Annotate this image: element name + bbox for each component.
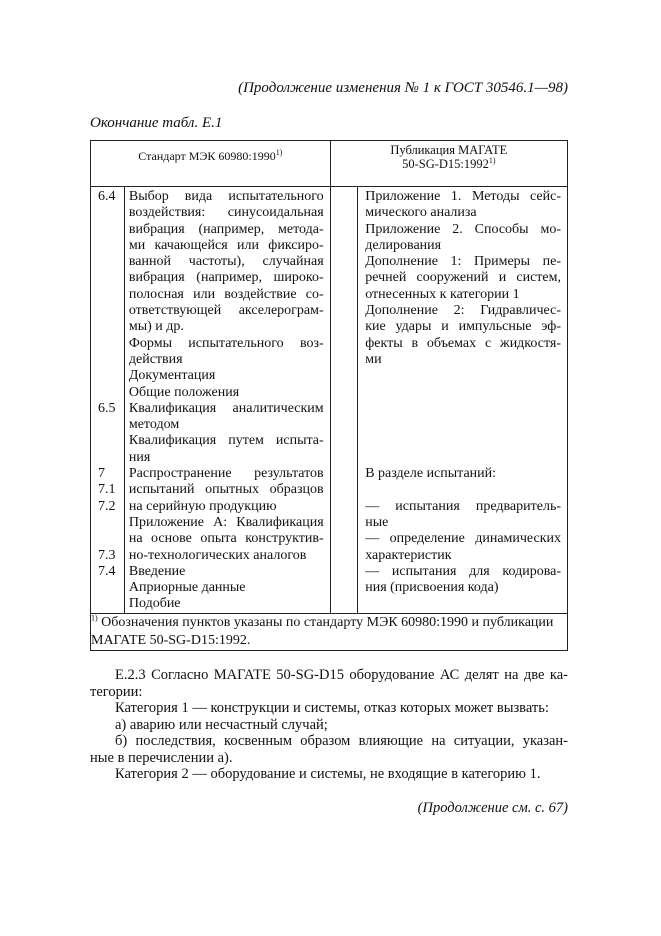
- iec-text-line: Формы испытательного воз-: [128, 335, 324, 351]
- clause-number: 6.5: [98, 400, 116, 416]
- iaea-text-line: делирования: [365, 237, 442, 253]
- iec-text-line: полосная или воздействие со-: [128, 286, 324, 302]
- iec-text-line: Выбор вида испытательного: [128, 189, 324, 204]
- clause-number: [91, 433, 124, 449]
- iec-text-line: ответствующей акселерограм-: [128, 303, 324, 319]
- iaea-header-footnote-mark: 1): [488, 155, 496, 165]
- iaea-text-line: Дополнение 1: Примеры пе-: [365, 254, 561, 270]
- iaea-header-line1: Публикация МАГАТЕ: [390, 143, 508, 157]
- iec-text-line: ми качающейся или фиксиро-: [128, 237, 324, 253]
- iaea-text-line: [365, 596, 561, 612]
- paragraph-e23-line1: Е.2.3 Согласно МАГАТЕ 50-SG-D15 оборудование АС делят на две ка-: [115, 667, 568, 683]
- iec-text-line: Подобие: [128, 596, 181, 612]
- iec-text-line: на серийную продукцию: [128, 498, 277, 514]
- iec-clause-titles: [124, 187, 330, 614]
- iec-text-line: Приложение А: Квалификация: [128, 514, 324, 530]
- clause-number: 7.3: [98, 547, 116, 563]
- iec-text-line: испытаний опытных образцов: [128, 482, 324, 498]
- clause-number: [91, 205, 124, 221]
- iec-text-line: Распространение результатов: [128, 466, 324, 482]
- iec-text-line: Квалификация аналитическим: [128, 400, 324, 416]
- iaea-text-line: мического анализа: [365, 205, 477, 221]
- clause-number: 7: [98, 466, 105, 482]
- iaea-text-line: речней сооружений и систем,: [365, 270, 561, 286]
- clause-number: [91, 596, 124, 612]
- clause-number: [91, 417, 124, 433]
- iec-text-line: Априорные данные: [128, 580, 246, 596]
- iaea-text-line: — испытания для кодирова-: [365, 563, 561, 579]
- paragraph-item-a: а) аварию или несчастный случай;: [115, 717, 328, 733]
- iaea-column-header: [330, 141, 567, 187]
- clause-number: [91, 450, 124, 466]
- iec-text-line: вибрация (например, широко-: [128, 270, 324, 286]
- iaea-text-line: [365, 482, 561, 498]
- paragraph-category2: Категория 2 — оборудование и системы, не входящие в категорию 1.: [115, 766, 541, 782]
- iec-text-line: вибрация (например, метода-: [128, 221, 324, 237]
- paragraph-e23-line2: тегории:: [90, 683, 143, 700]
- clause-number: 7.1: [98, 482, 116, 498]
- iaea-text-line: [365, 450, 561, 466]
- clause-number: [91, 254, 124, 270]
- table-body-row: [91, 187, 568, 614]
- clause-number: [91, 352, 124, 368]
- iec-header-text: Стандарт МЭК 60980:1990: [138, 149, 276, 163]
- clause-number: [91, 287, 124, 303]
- iaea-text-line: [365, 433, 561, 449]
- iaea-clause-titles: [358, 187, 568, 614]
- iaea-text-line: — определение динамических: [365, 531, 561, 547]
- iec-header-footnote-mark: 1): [275, 148, 283, 157]
- iaea-text-line: [365, 417, 561, 433]
- clause-number: 7.4: [98, 563, 116, 579]
- paragraph-item-b: [90, 733, 568, 766]
- table-footnote: [91, 613, 568, 650]
- footnote-text: Обозначения пунктов указаны по стандарту МЭК 60980:1990 и публикации МАГАТЕ 50-SG-D15:1992.: [91, 614, 554, 648]
- iec-text-line: мы) и др.: [128, 319, 184, 335]
- table-caption: Окончание табл. Е.1: [90, 115, 223, 131]
- iec-clause-numbers: [91, 187, 125, 614]
- footnote-mark: 1): [91, 613, 98, 623]
- clause-number: [91, 270, 124, 286]
- comparison-table: [90, 140, 568, 651]
- clause-number: [91, 515, 124, 531]
- iaea-text-line: Приложение 2. Способы мо-: [365, 221, 561, 237]
- paragraph-item-b-line1: б) последствия, косвенным образом влияющие на ситуации, указан-: [115, 733, 568, 749]
- iec-text-line: Введение: [128, 563, 186, 579]
- clause-number: [91, 580, 124, 596]
- iaea-text-line: ми: [365, 351, 382, 367]
- iaea-clause-numbers: [330, 187, 358, 614]
- iec-text-line: но-технологических аналогов: [128, 547, 307, 563]
- iec-text-line: на основе опыта конструктив-: [128, 531, 324, 547]
- iec-text-line: ванной частоты), случайная: [128, 254, 324, 270]
- iaea-text-line: характеристик: [365, 547, 452, 563]
- clause-number: [91, 303, 124, 319]
- page-footer: (Продолжение см. с. 67): [417, 800, 568, 816]
- paragraph-category1: Категория 1 — конструкции и системы, отказ которых может вызвать:: [115, 700, 549, 716]
- iaea-text-line: [365, 401, 561, 417]
- clause-number: 6.4: [98, 189, 116, 204]
- iaea-text-line: В разделе испытаний:: [365, 466, 497, 482]
- iaea-text-line: фекты в объемах с жидкостя-: [365, 335, 561, 351]
- iaea-text-line: ные: [365, 514, 389, 530]
- iaea-text-line: отнесенных к категории 1: [365, 286, 520, 302]
- clause-number: [91, 531, 124, 547]
- iec-text-line: Квалификация путем испыта-: [128, 433, 324, 449]
- clause-number: [91, 385, 124, 401]
- table-header-row: [91, 141, 568, 187]
- iaea-header-line2: 50-SG-D15:1992$^{1)}$: [402, 155, 496, 171]
- iaea-text-line: ния (присвоения кода): [365, 580, 499, 596]
- iaea-text-line: Приложение 1. Методы сейс-: [365, 189, 561, 204]
- iaea-text-line: — испытания предваритель-: [365, 498, 561, 514]
- iec-text-line: Документация: [128, 368, 216, 384]
- iaea-text-line: Дополнение 2: Гидравличес-: [365, 303, 561, 319]
- iaea-text-line: [365, 385, 561, 401]
- table-footnote-row: [91, 613, 568, 650]
- paragraph-e23: [90, 667, 568, 700]
- iaea-text-line: кие удары и импульсные эф-: [365, 319, 561, 335]
- page-header: (Продолжение изменения № 1 к ГОСТ 30546.1—98): [238, 80, 568, 96]
- clause-number: [91, 238, 124, 254]
- iaea-text-line: [365, 368, 561, 384]
- iec-text-line: действия: [128, 351, 183, 367]
- iec-text-line: методом: [128, 417, 180, 433]
- clause-number: 7.2: [98, 498, 116, 514]
- clause-number: [91, 319, 124, 335]
- paragraph-item-b-line2: ные в перечислении а).: [90, 749, 233, 766]
- clause-number: [91, 222, 124, 238]
- iec-text-line: ния: [128, 449, 151, 465]
- iec-column-header: [91, 141, 331, 187]
- clause-number: [91, 336, 124, 352]
- iec-text-line: воздействия: синусоидальная: [128, 205, 324, 221]
- iec-text-line: Общие положения: [128, 384, 240, 400]
- clause-number: [91, 368, 124, 384]
